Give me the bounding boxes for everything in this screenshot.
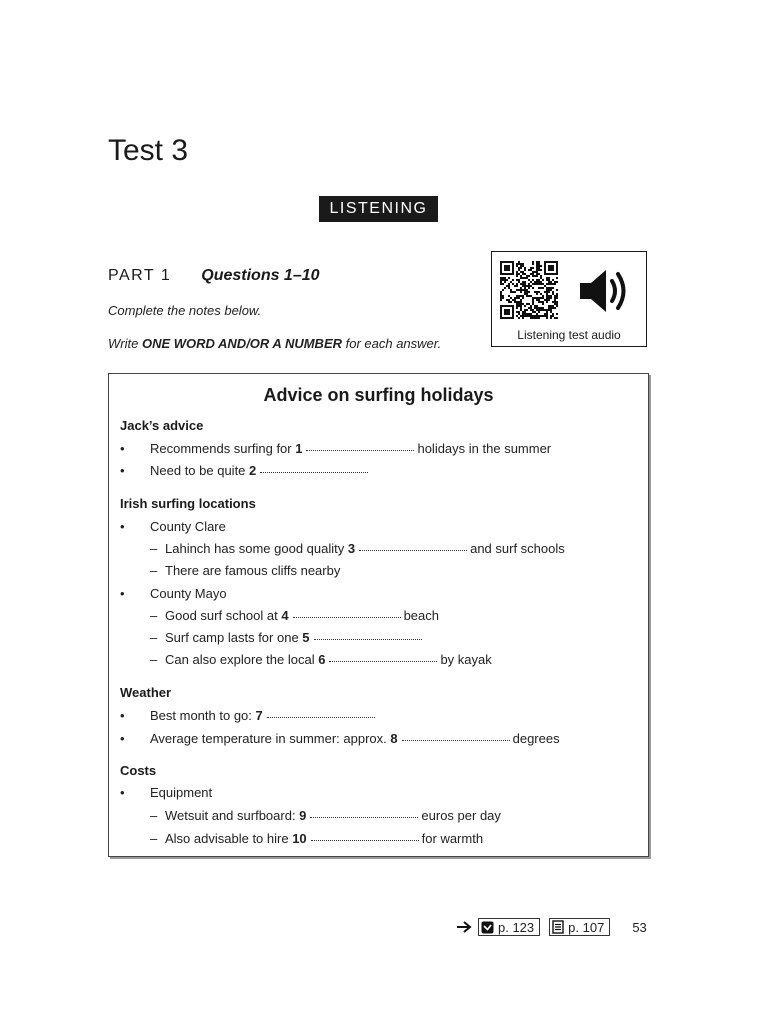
note-text: beach (403, 608, 439, 623)
answer-key-page: p. 123 (498, 919, 535, 935)
question-number: 1 (295, 441, 303, 456)
note-item (120, 519, 226, 534)
dash-icon: – (150, 608, 158, 623)
note-text: euros per day (421, 808, 501, 823)
instruction-emphasis: ONE WORD AND/OR A NUMBER (141, 336, 342, 351)
answer-gap-3[interactable] (359, 549, 467, 551)
note-text: There are famous cliffs nearby (165, 563, 341, 578)
note-text: Lahinch has some good quality (165, 541, 348, 556)
page-title: Test 3 (108, 134, 189, 167)
note-text: County Clare (150, 519, 226, 534)
bullet-icon: • (120, 441, 125, 456)
dash-icon: – (150, 541, 158, 556)
note-text: Wetsuit and surfboard: (165, 808, 300, 823)
answer-gap-9[interactable] (310, 816, 418, 818)
transcript-link[interactable] (549, 918, 610, 936)
note-text: and surf schools (470, 541, 565, 556)
heading-costs: Costs (120, 763, 157, 778)
note-text: by kayak (440, 652, 492, 667)
notes-form (108, 373, 649, 857)
answer-gap-7[interactable] (267, 716, 375, 718)
bullet-icon: • (120, 708, 125, 723)
bullet-icon: • (120, 586, 125, 601)
question-number: 3 (347, 541, 356, 556)
note-text: Recommends surfing for (150, 441, 296, 456)
arrow-right-icon (456, 921, 472, 933)
speaker-icon[interactable] (576, 266, 632, 316)
bullet-icon: • (120, 731, 125, 746)
note-item (120, 785, 212, 800)
note-text: Also advisable to hire (165, 831, 293, 846)
bullet-icon: • (120, 785, 125, 800)
note-item (120, 731, 560, 746)
audio-label: Listening test audio (517, 328, 621, 342)
note-subitem (150, 630, 425, 645)
note-text: Can also explore the local (165, 652, 319, 667)
question-number: 6 (318, 652, 326, 667)
transcript-page: p. 107 (568, 919, 605, 935)
note-text: Need to be quite (150, 463, 250, 478)
note-text: Good surf school at (165, 608, 282, 623)
audio-panel[interactable] (491, 251, 647, 347)
dash-icon: – (150, 652, 158, 667)
note-item (120, 441, 551, 456)
transcript-icon (552, 920, 564, 934)
dash-icon: – (150, 563, 158, 578)
instruction-text: Write (108, 336, 142, 351)
part-label: PART 1 (108, 267, 172, 284)
answer-gap-5[interactable] (314, 638, 422, 640)
answer-key-icon (481, 921, 494, 934)
qr-code-icon[interactable] (500, 261, 558, 319)
answer-gap-8[interactable] (402, 739, 510, 741)
note-text: holidays in the summer (417, 441, 552, 456)
dash-icon: – (150, 630, 158, 645)
note-subitem (150, 831, 483, 846)
instruction-text: for each answer. (342, 336, 442, 351)
note-text: Surf camp lasts for one (165, 630, 303, 645)
heading-weather: Weather (120, 685, 172, 700)
answer-gap-2[interactable] (260, 471, 368, 473)
note-text: Average temperature in summer: approx. (150, 731, 391, 746)
heading-locations: Irish surfing locations (120, 496, 256, 511)
question-number: 5 (302, 630, 310, 645)
note-text: Best month to go: (150, 708, 256, 723)
question-number: 8 (390, 731, 398, 746)
part-heading (108, 267, 320, 285)
questions-range: Questions 1–10 (201, 267, 320, 284)
answer-gap-6[interactable] (329, 660, 437, 662)
note-item (120, 708, 378, 723)
note-text: for warmth (421, 831, 484, 846)
notes-title: Advice on surfing holidays (263, 385, 494, 405)
instruction-word-limit (108, 336, 441, 351)
answer-gap-4[interactable] (293, 616, 401, 618)
note-subitem (150, 541, 565, 556)
answer-gap-1[interactable] (306, 449, 414, 451)
note-text: County Mayo (150, 586, 227, 601)
note-subitem (150, 563, 340, 578)
note-subitem (150, 808, 501, 823)
bullet-icon: • (120, 519, 125, 534)
answer-gap-10[interactable] (311, 839, 419, 841)
note-item (120, 463, 371, 478)
question-number: 9 (299, 808, 307, 823)
note-subitem (150, 652, 492, 667)
bullet-icon: • (120, 463, 125, 478)
page-footer (456, 917, 647, 937)
heading-jacks-advice: Jack’s advice (120, 418, 204, 433)
instruction-complete: Complete the notes below. (108, 303, 262, 318)
page-number: 53 (632, 919, 647, 935)
answer-key-link[interactable] (478, 918, 540, 936)
question-number: 2 (249, 463, 257, 478)
dash-icon: – (150, 831, 158, 846)
note-subitem (150, 608, 439, 623)
question-number: 10 (292, 831, 307, 846)
note-item (120, 586, 227, 601)
question-number: 7 (255, 708, 263, 723)
note-text: degrees (512, 731, 560, 746)
question-number: 4 (281, 608, 289, 623)
section-badge: LISTENING (319, 196, 438, 222)
note-text: Equipment (150, 785, 213, 800)
dash-icon: – (150, 808, 158, 823)
